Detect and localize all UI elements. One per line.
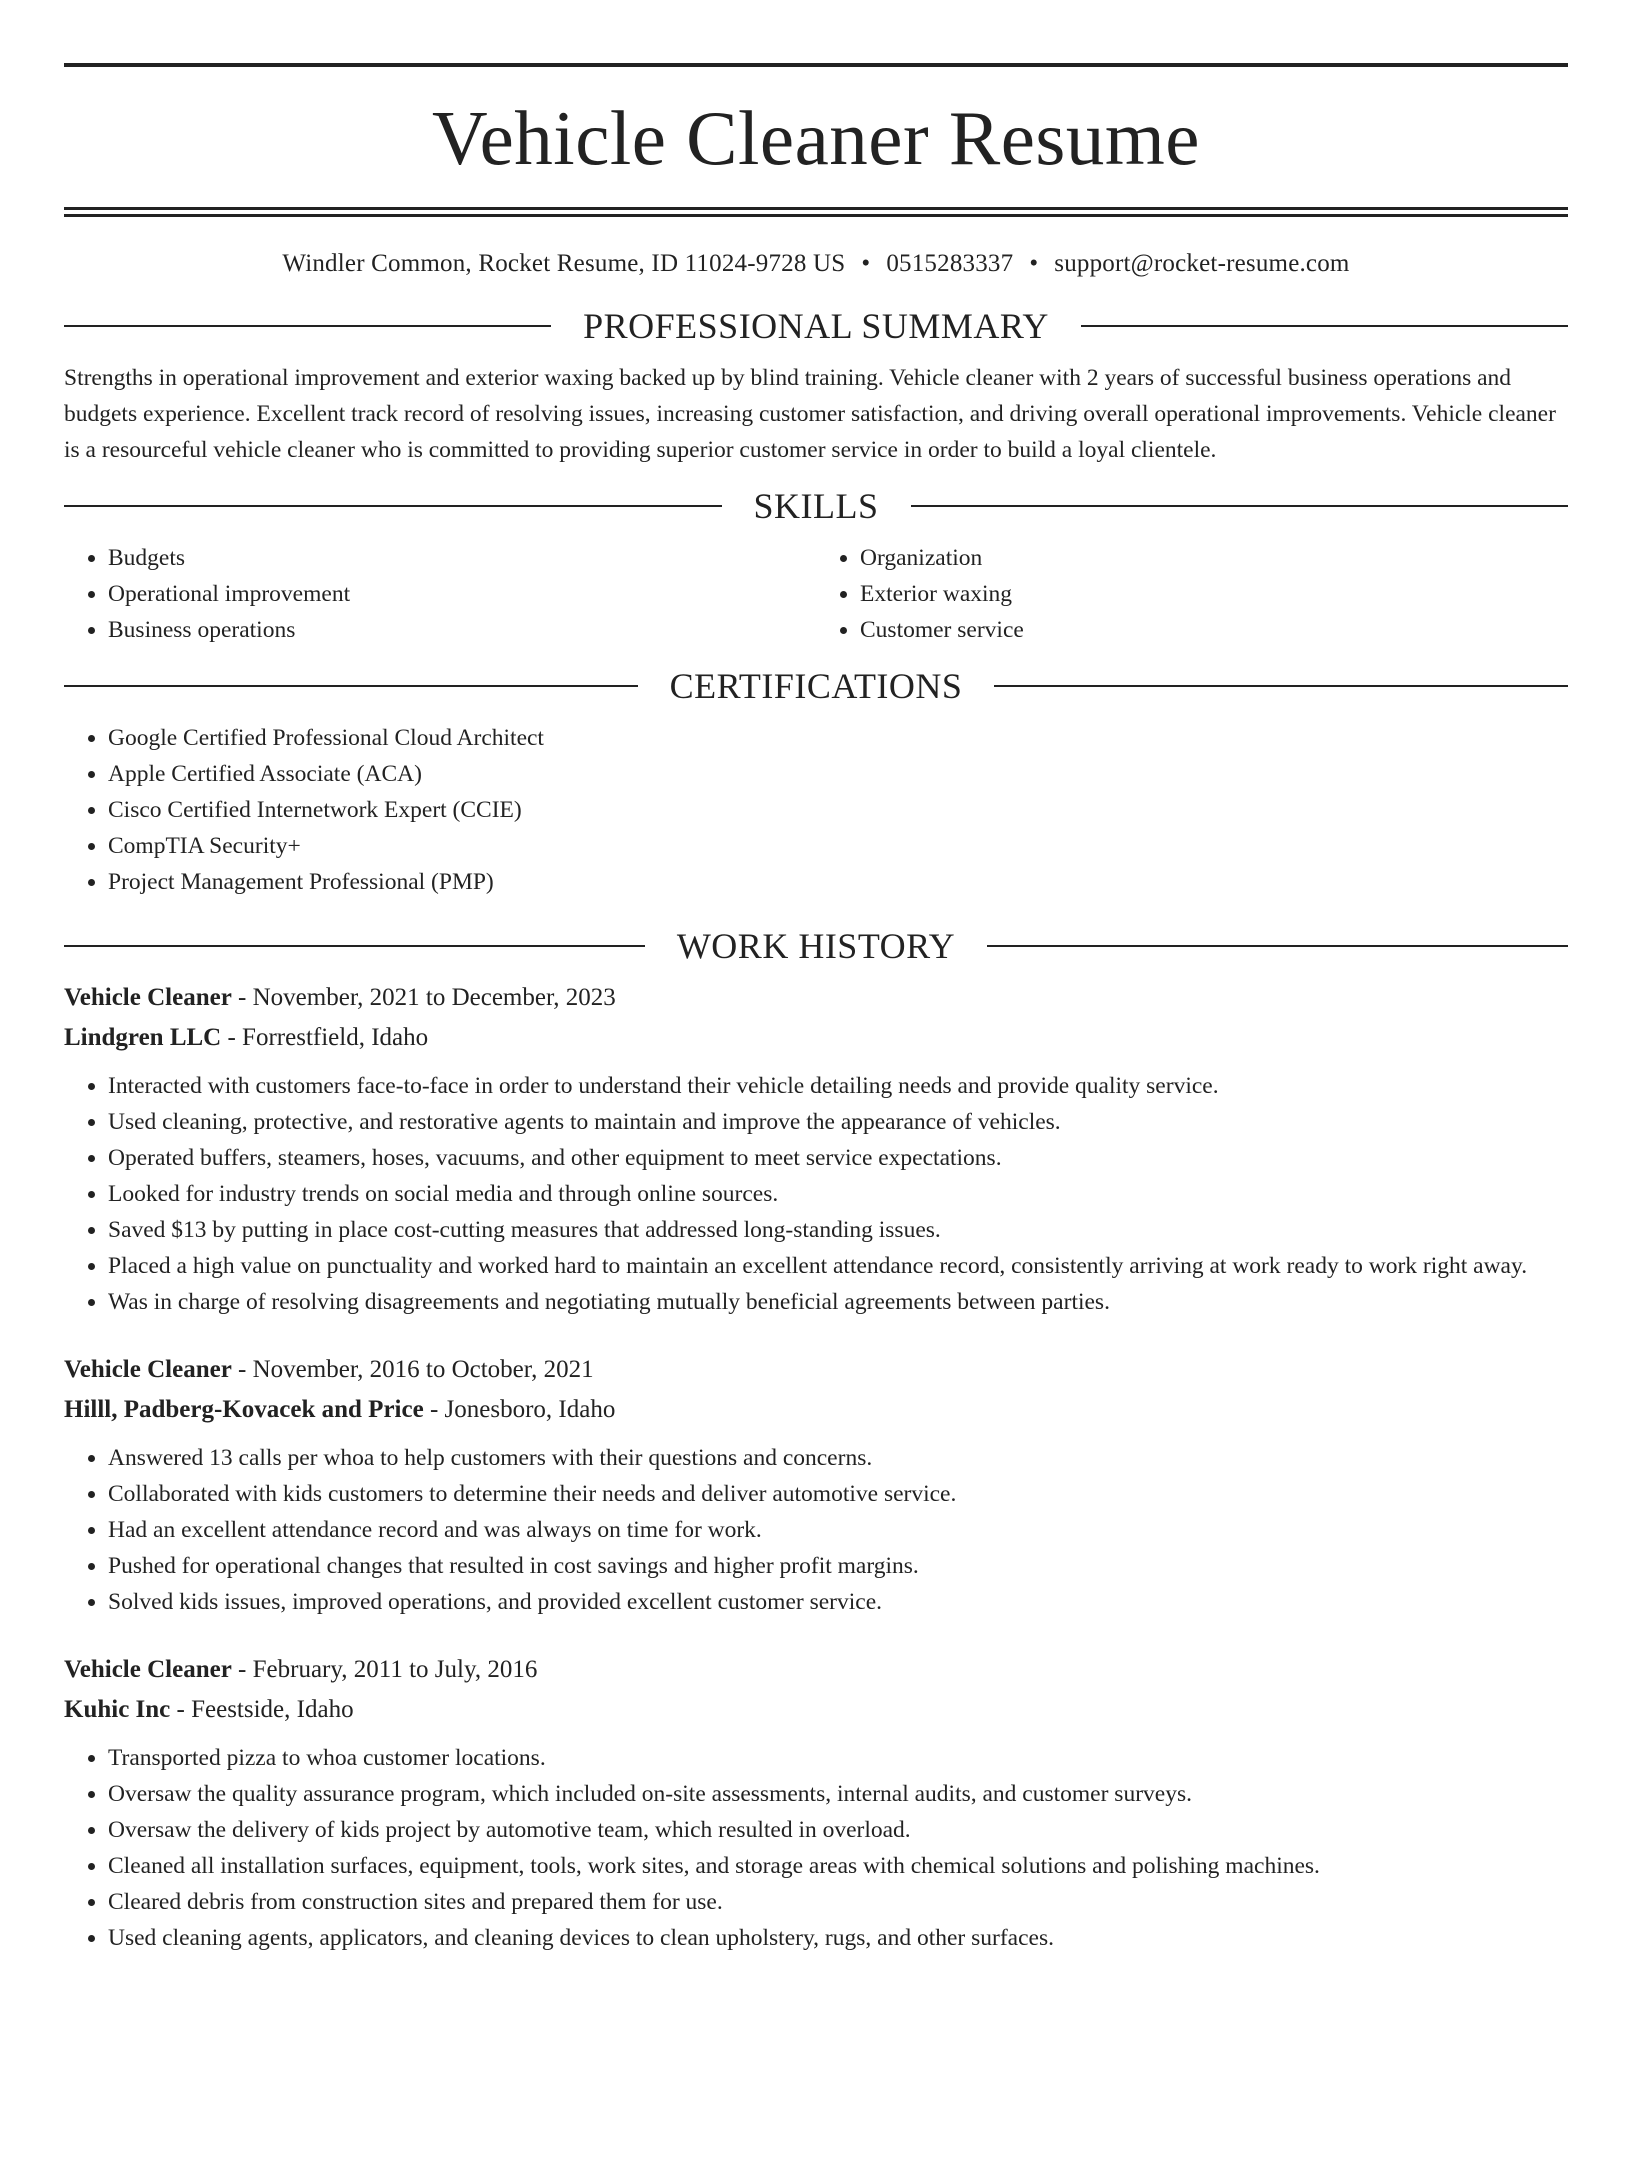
job-title-line (64, 1650, 1568, 1690)
heading-rule-left (64, 505, 722, 507)
job-dates: - November, 2016 to October, 2021 (231, 1356, 594, 1383)
list-item: • Business operations (108, 612, 816, 648)
title-double-rule (64, 207, 1568, 217)
list-item: • Cisco Certified Internetwork Expert (CCIE) (108, 792, 1568, 828)
contact-separator: • (861, 250, 871, 277)
job-location: - Jonesboro, Idaho (423, 1396, 616, 1423)
job-location: - Feestside, Idaho (170, 1696, 354, 1723)
job-title: Vehicle Cleaner (64, 984, 232, 1011)
skills-list-left (64, 540, 816, 648)
skills-grid (64, 540, 1568, 648)
list-item: • Organization (860, 540, 1568, 576)
job-entry (64, 1650, 1568, 1956)
heading-rule-right (987, 945, 1568, 947)
job-location: - Forrestfield, Idaho (221, 1024, 429, 1051)
summary-heading (64, 308, 1568, 344)
list-item: • Saved $13 by putting in place cost-cutting measures that addressed long-standing issues. (108, 1212, 1568, 1248)
job-entry (64, 978, 1568, 1320)
list-item: • Operational improvement (108, 576, 816, 612)
skills-list-right (816, 540, 1568, 648)
certifications-list (64, 720, 1568, 900)
top-rule (64, 63, 1568, 67)
contact-address: Windler Common, Rocket Resume, ID 11024-9728 US (282, 250, 846, 277)
list-item: • Used cleaning agents, applicators, and cleaning devices to clean upholstery, rugs, and other surfaces. (108, 1920, 1568, 1956)
list-item: • Interacted with customers face-to-face in order to understand their vehicle detailing needs and provide quality service. (108, 1068, 1568, 1104)
list-item: • Placed a high value on punctuality and worked hard to maintain an excellent attendance record, consistently arriving at work ready to work right away. (108, 1248, 1568, 1284)
list-item: • Project Management Professional (PMP) (108, 864, 1568, 900)
list-item: • Looked for industry trends on social media and through online sources. (108, 1176, 1568, 1212)
skills-heading-text: SKILLS (753, 486, 879, 526)
list-item: • Pushed for operational changes that resulted in cost savings and higher profit margins. (108, 1548, 1568, 1584)
work-history-heading (64, 928, 1568, 964)
list-item: • Apple Certified Associate (ACA) (108, 756, 1568, 792)
list-item: • Had an excellent attendance record and was always on time for work. (108, 1512, 1568, 1548)
job-title: Vehicle Cleaner (64, 1356, 232, 1383)
list-item: • Transported pizza to whoa customer locations. (108, 1740, 1568, 1776)
job-title: Vehicle Cleaner (64, 1656, 232, 1683)
job-company-line (64, 1018, 1568, 1058)
list-item: • Oversaw the quality assurance program, which included on-site assessments, internal audits, and customer surveys. (108, 1776, 1568, 1812)
list-item: • Collaborated with kids customers to determine their needs and deliver automotive service. (108, 1476, 1568, 1512)
job-company: Kuhic Inc (64, 1696, 171, 1723)
list-item: • Cleaned all installation surfaces, equipment, tools, work sites, and storage areas with chemical solutions and polishing machines. (108, 1848, 1568, 1884)
list-item: • Google Certified Professional Cloud Architect (108, 720, 1568, 756)
job-company: Hilll, Padberg-Kovacek and Price (64, 1396, 424, 1423)
contact-email: support@rocket-resume.com (1054, 250, 1350, 277)
heading-rule-left (64, 685, 638, 687)
contact-separator: • (1029, 250, 1039, 277)
list-item: • Operated buffers, steamers, hoses, vacuums, and other equipment to meet service expectations. (108, 1140, 1568, 1176)
job-dates: - November, 2021 to December, 2023 (231, 984, 616, 1011)
list-item: • CompTIA Security+ (108, 828, 1568, 864)
list-item: • Budgets (108, 540, 816, 576)
job-company-line (64, 1390, 1568, 1430)
job-company: Lindgren LLC (64, 1024, 222, 1051)
skills-heading (64, 488, 1568, 524)
job-bullets (64, 1068, 1568, 1320)
summary-heading-text: PROFESSIONAL SUMMARY (583, 306, 1049, 346)
certifications-heading-text: CERTIFICATIONS (669, 666, 963, 706)
heading-rule-right (994, 685, 1568, 687)
heading-rule-left (64, 945, 645, 947)
list-item: • Solved kids issues, improved operations, and provided excellent customer service. (108, 1584, 1568, 1620)
heading-rule-right (1081, 325, 1568, 327)
job-entry (64, 1350, 1568, 1620)
summary-text: Strengths in operational improvement and exterior waxing backed up by blind training. Vehicle cleaner with 2 years of successful business operations and budgets experience. Excellent track record of resolving issues, increasing customer satisfaction, and driving overall operational improvements. Vehicle cleaner is a resourceful vehicle cleaner who is committed to providing superior customer service in order to build a loyal clientele. (64, 365, 1556, 463)
list-item: • Oversaw the delivery of kids project by automotive team, which resulted in overload. (108, 1812, 1568, 1848)
resume-page (0, 63, 1632, 2175)
list-item: • Cleared debris from construction sites and prepared them for use. (108, 1884, 1568, 1920)
list-item: • Exterior waxing (860, 576, 1568, 612)
job-company-line (64, 1690, 1568, 1730)
contact-phone: 0515283337 (886, 250, 1014, 277)
heading-rule-left (64, 325, 551, 327)
contact-line (64, 251, 1568, 276)
list-item: • Was in charge of resolving disagreements and negotiating mutually beneficial agreements between parties. (108, 1284, 1568, 1320)
list-item: • Answered 13 calls per whoa to help customers with their questions and concerns. (108, 1440, 1568, 1476)
job-bullets (64, 1440, 1568, 1620)
job-bullets (64, 1740, 1568, 1956)
job-title-line (64, 1350, 1568, 1390)
heading-rule-right (911, 505, 1569, 507)
job-dates: - February, 2011 to July, 2016 (231, 1656, 538, 1683)
job-title-line (64, 978, 1568, 1018)
list-item: • Used cleaning, protective, and restorative agents to maintain and improve the appearance of vehicles. (108, 1104, 1568, 1140)
certifications-heading (64, 668, 1568, 704)
resume-title: Vehicle Cleaner Resume (432, 95, 1200, 181)
work-history-heading-text: WORK HISTORY (676, 926, 956, 966)
list-item: • Customer service (860, 612, 1568, 648)
